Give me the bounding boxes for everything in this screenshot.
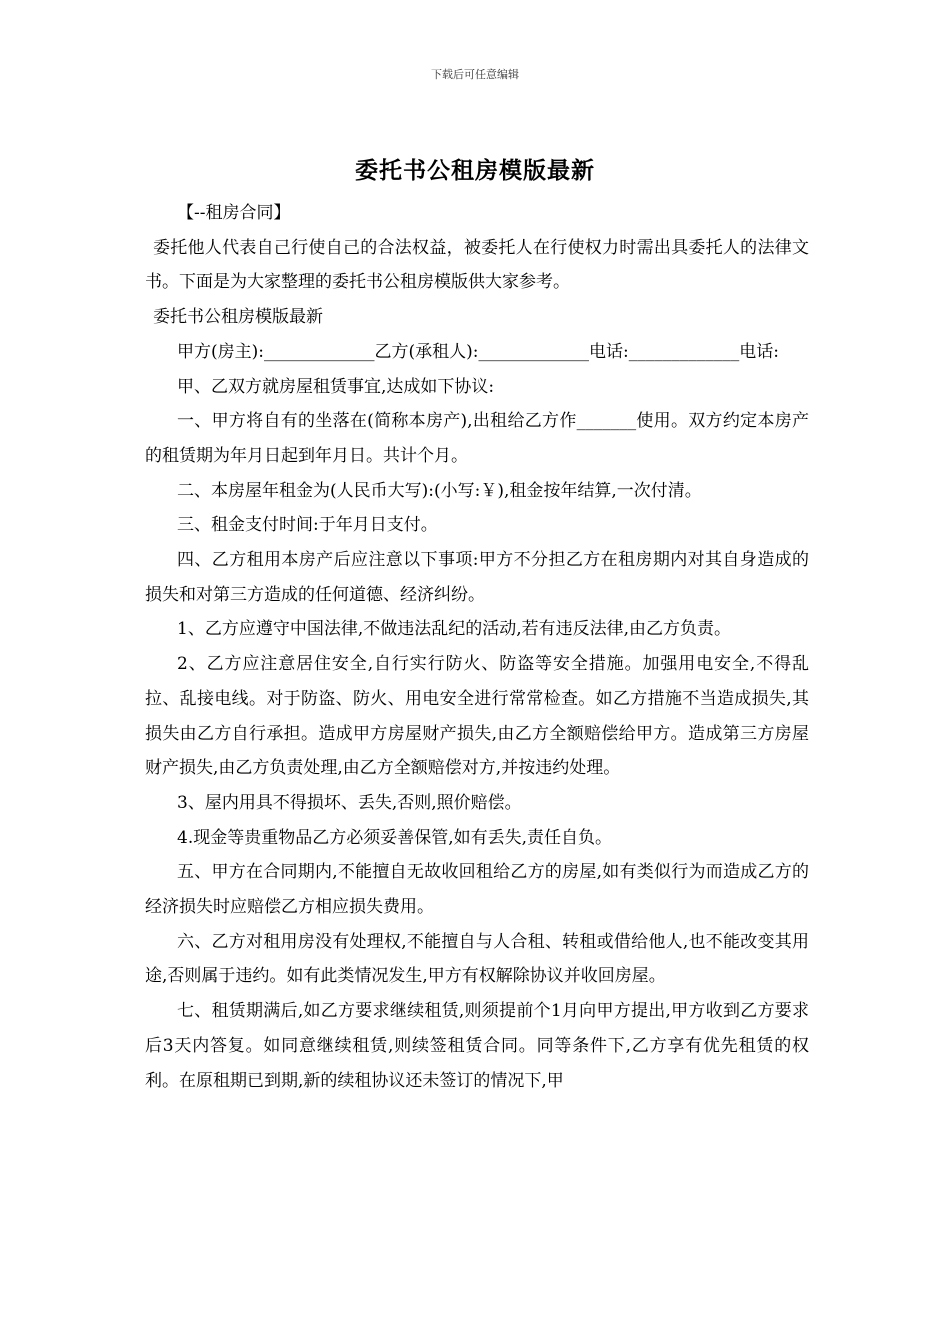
document-title: 委托书公租房模版最新	[355, 157, 595, 184]
paragraph-parties: 甲方(房主):_____________乙方(承租人):_____________电话:_____________电话:	[177, 341, 779, 362]
paragraph-intro: 委托他人代表自己行使自己的合法权益，被委托人在行使权力时需出具委托人的法律文书。下面是为大家整理的委托书公租房模版供大家参考。	[145, 237, 809, 293]
paragraph-clause-6: 六、乙方对租用房没有处理权,不能擅自与人合租、转租或借给他人,也不能改变其用途,否则属于违约。如有此类情况发生,甲方有权解除协议并收回房屋。	[145, 931, 809, 987]
paragraph-clause-3: 三、租金支付时间:于年月日支付。	[177, 515, 438, 536]
paragraph-clause-1: 一、甲方将自有的坐落在(简称本房产),出租给乙方作_______使用。双方约定本房产的租赁期为年月日起到年月日。共计个月。	[145, 411, 809, 466]
paragraph-agreement: 甲、乙双方就房屋租赁事宜,达成如下协议:	[177, 376, 495, 397]
document-body	[145, 196, 809, 1098]
paragraph-category: 【--租房合同】	[177, 203, 291, 223]
paragraph-clause-5: 五、甲方在合同期内,不能擅自无故收回租给乙方的房屋,如有类似行为而造成乙方的经济损失时应赔偿乙方相应损失费用。	[145, 862, 809, 918]
header-note: 下载后可任意编辑	[431, 68, 519, 81]
paragraph-clause-2: 二、本房屋年租金为(人民币大写):(小写:￥),租金按年结算,一次付清。	[177, 480, 702, 501]
paragraph-subtitle: 委托书公租房模版最新	[153, 307, 323, 328]
paragraph-item-4: 4.现金等贵重物品乙方必须妥善保管,如有丢失,责任自负。	[177, 827, 613, 848]
paragraph-clause-7: 七、租赁期满后,如乙方要求继续租赁,则须提前个1月向甲方提出,甲方收到乙方要求后3天内答复。如同意继续租赁,则续签租赁合同。同等条件下,乙方享有优先租赁的权利。在原租期已到期,新的续租协议还未签订的情况下,甲	[145, 1001, 809, 1091]
paragraph-item-1: 1、乙方应遵守中国法律,不做违法乱纪的活动,若有违反法律,由乙方负责。	[177, 619, 732, 640]
paragraph-item-2: 2、乙方应注意居住安全,自行实行防火、防盗等安全措施。加强用电安全,不得乱拉、乱接电线。对于防盗、防火、用电安全进行常常检查。如乙方措施不当造成损失,其损失由乙方自行承担。造成甲方房屋财产损失,由乙方全额赔偿给甲方。造成第三方房屋财产损失,由乙方负责处理,由乙方全额赔偿对方,并按违约处理。	[145, 654, 809, 779]
paragraph-clause-4: 四、乙方租用本房产后应注意以下事项:甲方不分担乙方在租房期内对其自身造成的损失和对第三方造成的任何道德、经济纠纷。	[145, 550, 809, 605]
paragraph-item-3: 3、屋内用具不得损坏、丢失,否则,照价赔偿。	[177, 792, 522, 813]
